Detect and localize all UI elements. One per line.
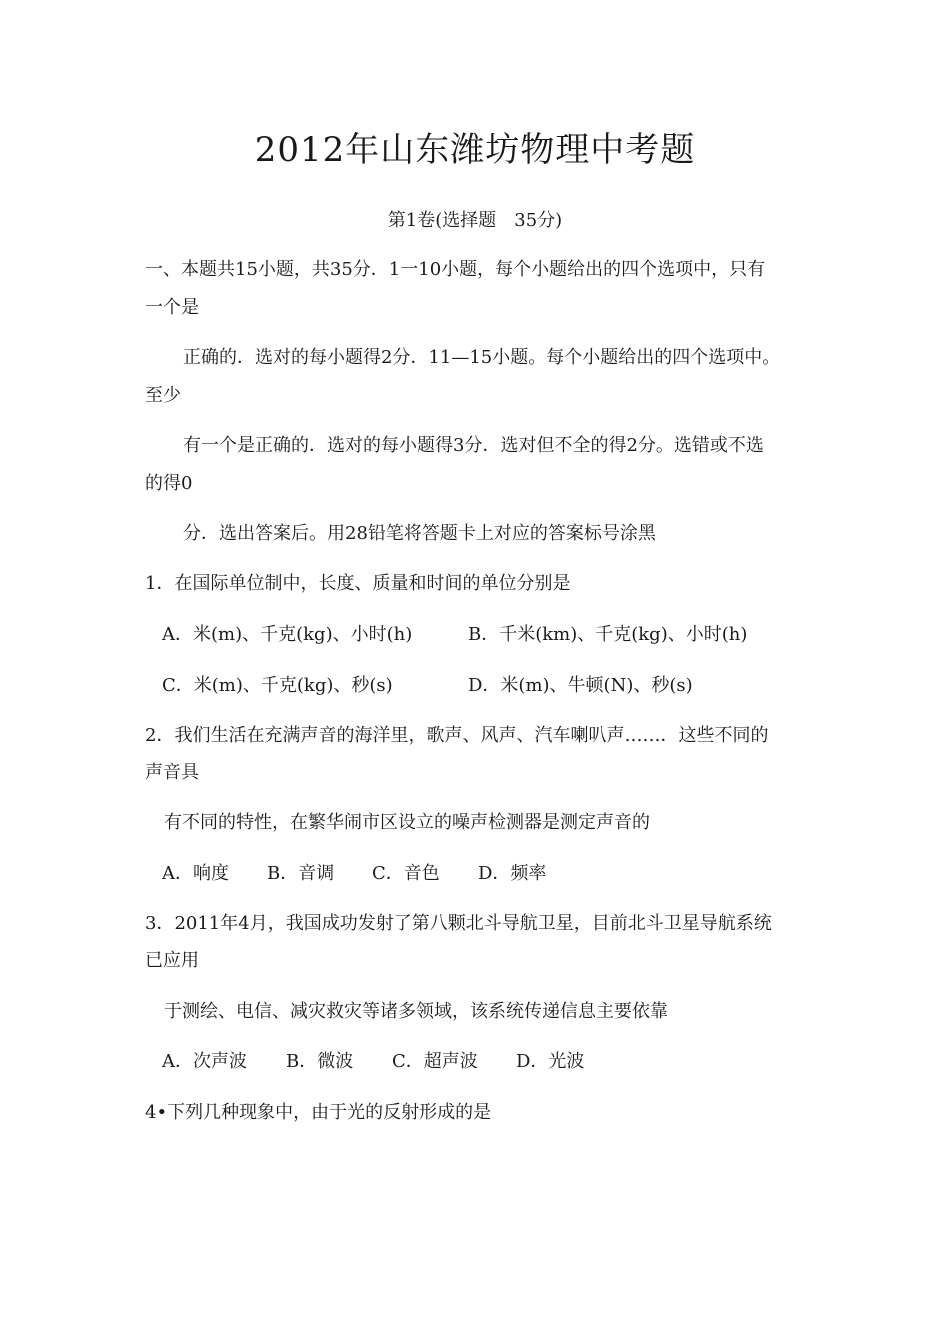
question-1-option-a: A．米(m)、千克(kg)、小时(h) — [162, 624, 413, 645]
instruction-line-7: 分．选出答案后。用28铅笔将答题卡上对应的答案标号涂黑 — [183, 523, 656, 544]
question-3-stem-line-2: 已应用 — [145, 950, 199, 971]
question-3-option-b: B．微波 — [286, 1051, 354, 1072]
question-2-option-d: D．频率 — [478, 863, 547, 884]
question-2-stem-line-3: 有不同的特性，在繁华闹市区设立的噪声检测器是测定声音的 — [164, 812, 650, 833]
question-3-option-c: C．超声波 — [392, 1051, 478, 1072]
question-1-option-b: B．千米(km)、千克(kg)、小时(h) — [468, 624, 748, 645]
instruction-line-2: 一个是 — [145, 297, 199, 318]
question-2-stem-line-1: 2．我们生活在充满声音的海洋里，歌声、风声、汽车喇叭声……．这些不同的 — [145, 725, 769, 746]
question-3-stem-line-3: 于测绘、电信、减灾救灾等诸多领域，该系统传递信息主要依靠 — [164, 1001, 668, 1022]
section-subtitle: 第1卷(选择题 35分) — [387, 210, 563, 231]
question-4-stem: 4•下列几种现象中，由于光的反射形成的是 — [145, 1102, 492, 1123]
question-1-option-d: D．米(m)、牛顿(N)、秒(s) — [468, 675, 693, 696]
instruction-line-6: 的得0 — [145, 473, 193, 494]
question-1-options-row-2 — [0, 673, 950, 699]
question-1-stem: 1．在国际单位制中，长度、质量和时间的单位分别是 — [145, 573, 571, 594]
question-2-option-b: B．音调 — [267, 863, 335, 884]
question-3-option-a: A．次声波 — [162, 1051, 247, 1072]
instruction-line-5: 有一个是正确的．选对的每小题得3分．选对但不全的得2分。选错或不选 — [183, 435, 764, 456]
question-2-option-c: C．音色 — [372, 863, 440, 884]
question-3-options — [0, 1049, 950, 1075]
instruction-line-3: 正确的．选对的每小题得2分．11—15小题。每个小题给出的四个选项中。 — [183, 347, 781, 368]
question-3-stem-line-1: 3．2011年4月，我国成功发射了第八颗北斗导航卫星，目前北斗卫星导航系统 — [145, 913, 772, 934]
question-1-option-c: C．米(m)、千克(kg)、秒(s) — [162, 675, 393, 696]
page-title: 2012年山东潍坊物理中考题 — [254, 130, 696, 170]
question-2-stem-line-2: 声音具 — [145, 762, 199, 783]
question-2-option-a: A．响度 — [162, 863, 229, 884]
question-1-options-row-1 — [0, 622, 950, 648]
instruction-line-4: 至少 — [145, 385, 181, 406]
instruction-line-1: 一、本题共15小题，共35分．1一10小题，每个小题给出的四个选项中，只有 — [145, 259, 766, 280]
question-2-options — [0, 861, 950, 887]
question-3-option-d: D．光波 — [516, 1051, 585, 1072]
